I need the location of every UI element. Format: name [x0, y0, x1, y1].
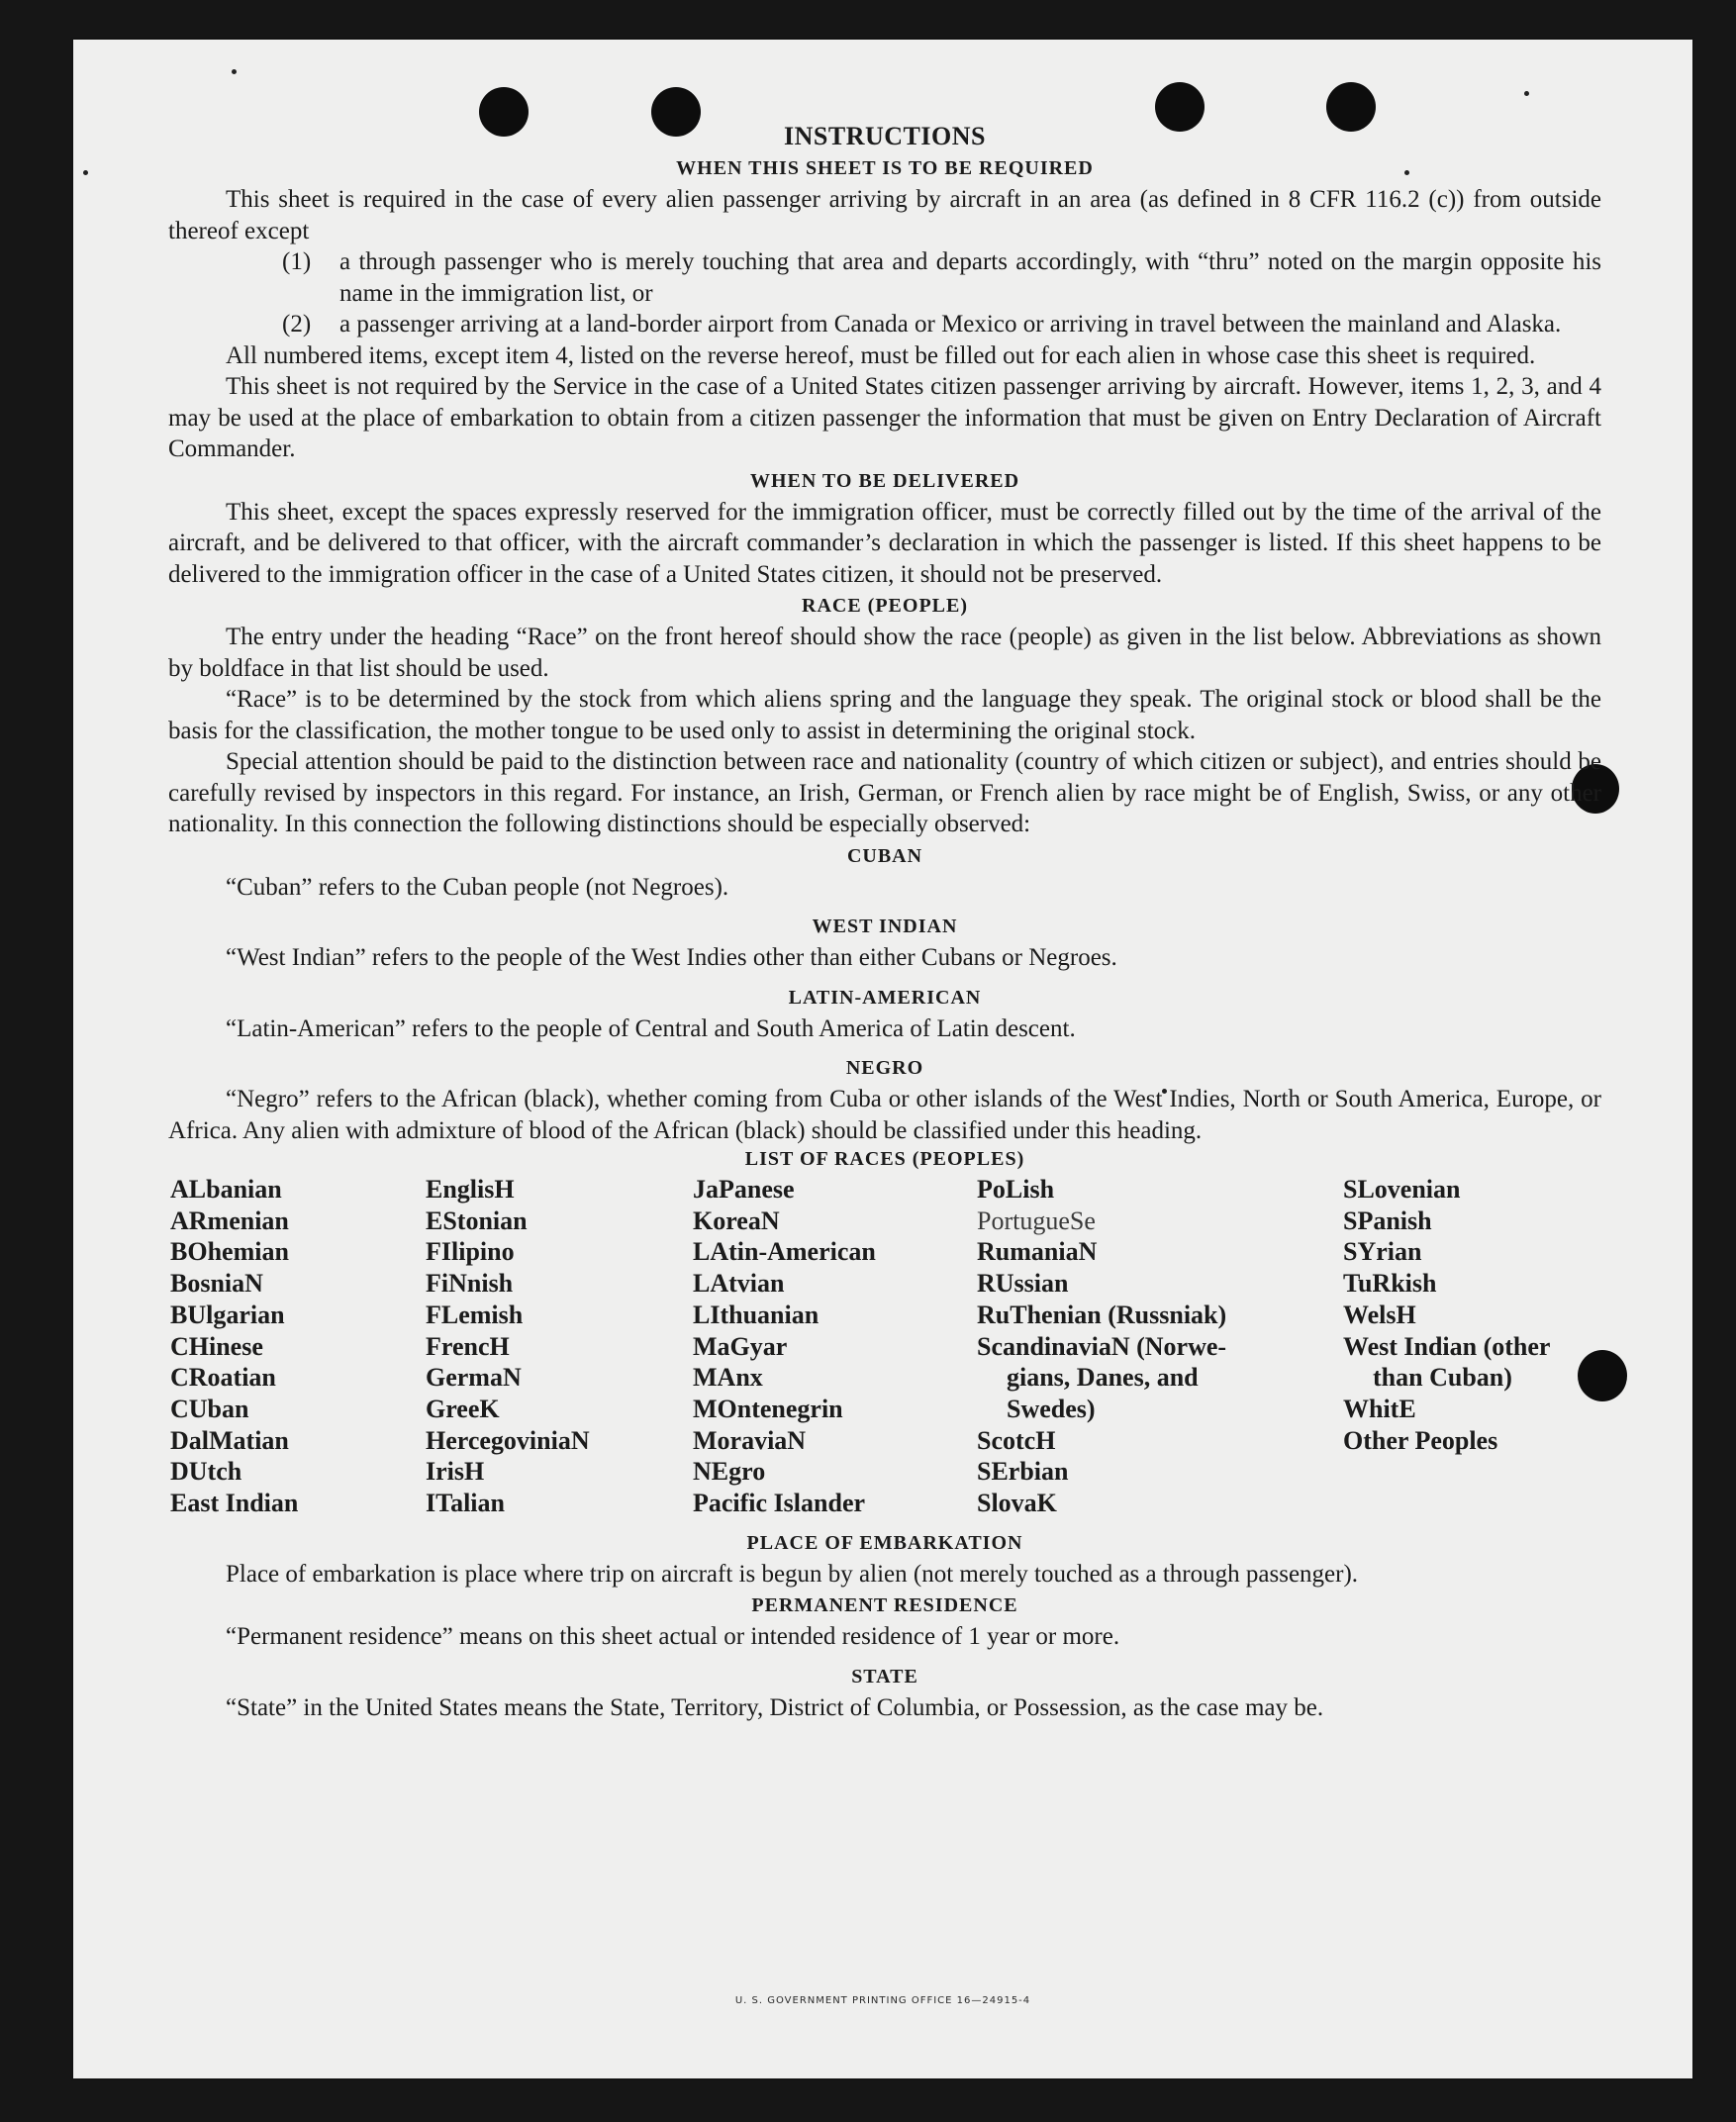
list-item-number: (1): [282, 248, 312, 275]
race-entry: ALbanian: [170, 1175, 282, 1204]
race-entry: BOhemian: [170, 1237, 289, 1267]
race-entry: HercegoviniaN: [426, 1425, 590, 1455]
race-entry: TuRkish: [1343, 1269, 1437, 1299]
race-entry: SlovaK: [977, 1489, 1057, 1518]
paragraph: “Latin-American” refers to the people of Central and South America of Latin descent.: [226, 1014, 1076, 1042]
race-entry: MaGyar: [693, 1331, 788, 1361]
paragraph: “Negro” refers to the African (black), whether coming from Cuba or other islands of the West Indies, North or South America, Europe, or Africa. Any alien with admixture of blood of the African (black) should be classified under this heading.: [168, 1086, 1601, 1144]
race-entry: gians, Danes, and: [1007, 1363, 1199, 1393]
race-entry: MOntenegrin: [693, 1394, 843, 1423]
paragraph: “State” in the United States means the State, Territory, District of Columbia, or Possession, as the case may be.: [226, 1693, 1324, 1721]
list-item-text: a passenger arriving at a land-border airport from Canada or Mexico or arriving in travel between the mainland and Alaska.: [339, 311, 1562, 338]
race-entry: EStonian: [426, 1206, 528, 1235]
races-column: [977, 1174, 1343, 1519]
list-item-number: (2): [282, 311, 312, 338]
paragraph: Special attention should be paid to the distinction between race and nationality (country of which citizen or subject), and entries should be carefully revised by inspectors in this regard. For instance, an Irish, German, or French alien by race might be of English, Swiss, or any other nationality. In this connection the following distinctions should be especially observed:: [168, 748, 1601, 837]
race-entry: DUtch: [170, 1457, 242, 1487]
section-heading-state: STATE: [851, 1665, 918, 1688]
section-heading-embarkation: PLACE OF EMBARKATION: [746, 1531, 1023, 1554]
race-entry: CUban: [170, 1394, 249, 1423]
printer-imprint: U. S. GOVERNMENT PRINTING OFFICE 16—24915-4: [734, 1995, 1031, 2006]
race-entry: FLemish: [426, 1300, 524, 1329]
race-entry: PoLish: [977, 1175, 1055, 1204]
race-entry: MoraviaN: [693, 1425, 807, 1455]
race-entry: West Indian (other: [1343, 1331, 1551, 1361]
speck: [1524, 91, 1529, 96]
race-entry: than Cuban): [1373, 1363, 1512, 1393]
races-list: [170, 1174, 1601, 1519]
race-entry: WhitE: [1343, 1394, 1416, 1423]
paragraph: “Permanent residence” means on this sheet actual or intended residence of 1 year or more.: [226, 1623, 1120, 1651]
race-entry: ScandinaviaN (Norwe-: [977, 1331, 1227, 1361]
paragraph: The entry under the heading “Race” on the front hereof should show the race (people) as given in the list below. Abbreviations as shown by boldface in that list should be used.: [168, 624, 1601, 682]
race-entry: KoreaN: [693, 1206, 780, 1235]
paragraph: “West Indian” refers to the people of the West Indies other than either Cubans or Negroes.: [226, 944, 1117, 971]
race-entry: BosniaN: [170, 1269, 263, 1299]
race-entry: WelsH: [1343, 1300, 1416, 1329]
section-heading-cuban: CUBAN: [846, 844, 923, 867]
race-entry: LIthuanian: [693, 1300, 820, 1329]
race-entry: East Indian: [170, 1489, 299, 1518]
race-entry: LAtin-American: [693, 1237, 876, 1267]
races-column: [693, 1174, 977, 1519]
race-entry: FIlipino: [426, 1237, 515, 1267]
race-entry: BUlgarian: [170, 1300, 285, 1329]
race-entry: MAnx: [693, 1363, 763, 1393]
race-entry: LAtvian: [693, 1269, 785, 1299]
paragraph: This sheet is required in the case of every alien passenger arriving by aircraft in an area (as defined in 8 CFR 116.2 (c)) from outside thereof except: [168, 186, 1601, 244]
race-entry: Other Peoples: [1343, 1425, 1498, 1455]
list-item: [282, 246, 1601, 309]
race-entry: SLovenian: [1343, 1175, 1461, 1204]
paragraph: This sheet, except the spaces expressly reserved for the immigration officer, must be correctly filled out by the time of the arrival of the aircraft, and be delivered to that officer, with the aircraft commander’s declaration in which the passenger is listed. If this sheet happens to be delivered to the immigration officer in the case of a United States citizen, it should not be preserved.: [168, 498, 1601, 588]
race-entry: ScotcH: [977, 1425, 1056, 1455]
race-entry: EnglisH: [426, 1175, 515, 1204]
section-heading-west-indian: WEST INDIAN: [812, 916, 958, 937]
list-item: [282, 309, 1601, 340]
race-entry: RUssian: [977, 1269, 1069, 1299]
race-entry: Pacific Islander: [693, 1489, 866, 1518]
section-heading-when-required: WHEN THIS SHEET IS TO BE REQUIRED: [676, 157, 1094, 179]
race-entry: CRoatian: [170, 1363, 276, 1393]
race-entry: FiNnish: [426, 1269, 514, 1299]
section-heading-residence: PERMANENT RESIDENCE: [751, 1594, 1018, 1617]
paragraph: “Race” is to be determined by the stock from which aliens spring and the language they speak. The original stock or blood shall be the basis for the classification, the mother tongue to be used only to assist in determining the original stock.: [168, 686, 1601, 744]
section-heading-race: RACE (PEOPLE): [802, 595, 968, 617]
document-sheet: [73, 40, 1692, 2078]
races-column: [1343, 1174, 1602, 1519]
paragraph: This sheet is not required by the Service in the case of a United States citizen passenger arriving by aircraft. However, items 1, 2, 3, and 4 may be used at the place of embarkation to obtain from a citizen passenger the information that must be given on Entry Declaration of Aircraft Commander.: [168, 373, 1601, 462]
race-entry: SPanish: [1343, 1206, 1432, 1235]
race-entry: NEgro: [693, 1457, 766, 1487]
page-title: INSTRUCTIONS: [784, 122, 986, 150]
paragraph: Place of embarkation is place where trip on aircraft is begun by alien (not merely touched as a through passenger).: [226, 1560, 1359, 1588]
section-heading-list-of-races: LIST OF RACES (PEOPLES): [744, 1148, 1025, 1170]
race-entry: RuThenian (Russniak): [977, 1300, 1227, 1329]
paragraph: “Cuban” refers to the Cuban people (not Negroes).: [226, 873, 729, 901]
race-entry: PortugueSe: [977, 1206, 1096, 1235]
race-entry: IrisH: [426, 1457, 485, 1487]
paragraph: All numbered items, except item 4, listed on the reverse hereof, must be filled out for each alien in whose case this sheet is required.: [226, 341, 1536, 369]
speck: [232, 69, 237, 74]
races-column: [426, 1174, 693, 1519]
instructions-content: [168, 121, 1601, 1723]
race-entry: ITalian: [426, 1489, 505, 1518]
race-entry: SYrian: [1343, 1237, 1422, 1267]
race-entry: GreeK: [426, 1394, 500, 1423]
race-entry: RumaniaN: [977, 1237, 1098, 1267]
race-entry: Swedes): [1007, 1394, 1096, 1423]
race-entry: DalMatian: [170, 1425, 289, 1455]
race-entry: ARmenian: [170, 1206, 289, 1235]
race-entry: GermaN: [426, 1363, 522, 1393]
race-entry: FrencH: [426, 1331, 510, 1361]
section-heading-negro: NEGRO: [845, 1057, 924, 1079]
race-entry: SErbian: [977, 1457, 1069, 1487]
section-heading-latin-american: LATIN-AMERICAN: [788, 986, 982, 1009]
races-column: [170, 1174, 426, 1519]
list-item-text: a through passenger who is merely touching that area and departs accordingly, with “thru” noted on the margin opposite his name in the immigration list, or: [339, 248, 1601, 307]
race-entry: JaPanese: [693, 1175, 795, 1204]
section-heading-when-delivered: WHEN TO BE DELIVERED: [749, 469, 1020, 492]
race-entry: CHinese: [170, 1331, 263, 1361]
speck: [83, 170, 88, 175]
